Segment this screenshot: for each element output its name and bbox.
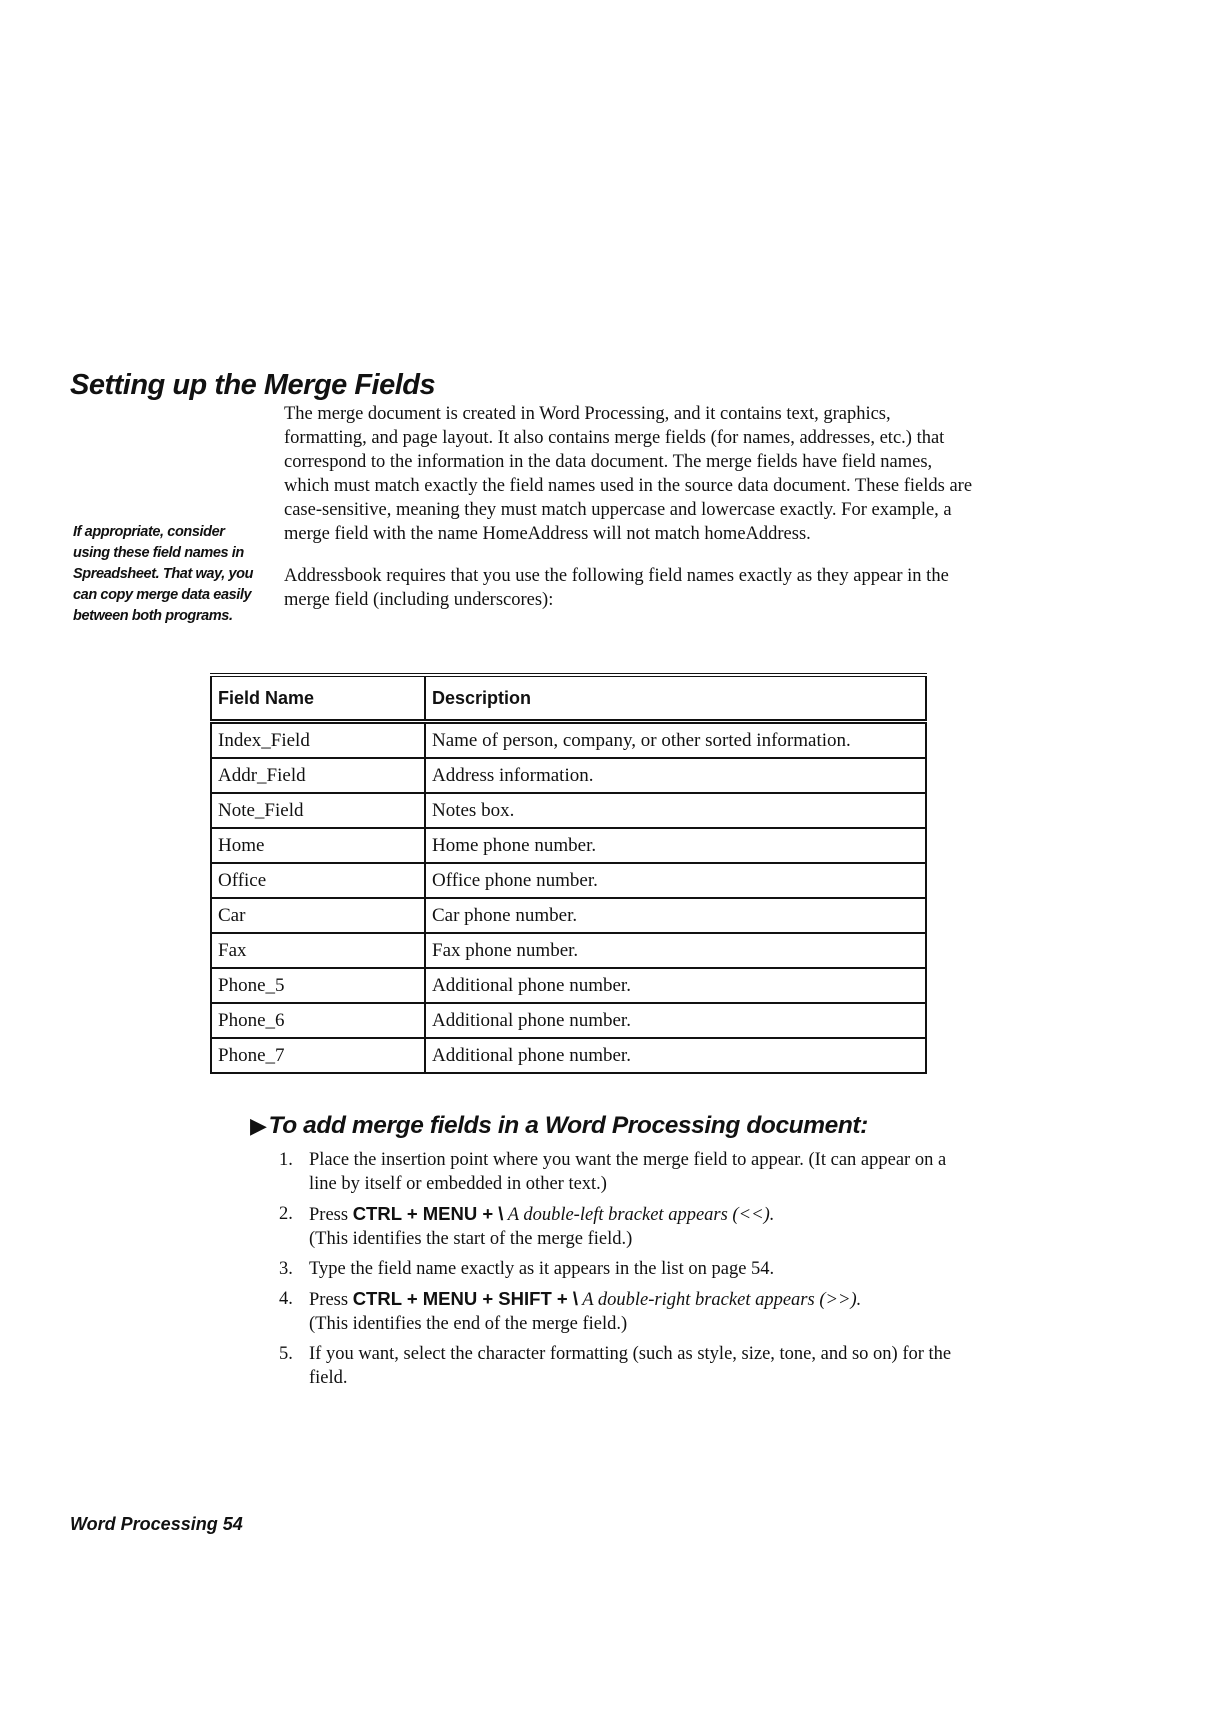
table-row xyxy=(211,828,926,863)
step-number: 2. xyxy=(279,1204,293,1224)
key-combination: CTRL + MENU + SHIFT + \ xyxy=(352,1288,578,1309)
description-cell: Additional phone number. xyxy=(425,1003,926,1038)
step-item xyxy=(279,1257,959,1281)
description-cell: Car phone number. xyxy=(425,898,926,933)
description-cell: Fax phone number. xyxy=(425,933,926,968)
field-name-cell: Fax xyxy=(211,933,425,968)
table-row xyxy=(211,863,926,898)
step-text: If you want, select the character formatting (such as style, size, tone, and so on) for the field. xyxy=(309,1344,952,1388)
field-name-cell: Phone_5 xyxy=(211,968,425,1003)
table-row xyxy=(211,793,926,828)
field-name-cell: Addr_Field xyxy=(211,758,425,793)
step-text: Type the field name exactly as it appears in the list on page 54. xyxy=(309,1259,775,1279)
step-item xyxy=(279,1148,959,1196)
step-number: 4. xyxy=(279,1289,293,1309)
intro-paragraph: The merge document is created in Word Processing, and it contains text, graphics, formatting, and page layout. It also contains merge fields (for names, addresses, etc.) that correspond to the information in the data document. The merge fields have field names, which must match exactly the field names used in the source data document. These fields are case-sensitive, meaning they must match uppercase and lowercase exactly. For example, a merge field with the name HomeAddress will not match homeAddress. xyxy=(284,404,973,544)
step-result-note: A double-left bracket appears (<<). xyxy=(503,1205,775,1225)
step-text: (This identifies the start of the merge field.) xyxy=(309,1229,633,1249)
step-item xyxy=(279,1342,959,1390)
procedure-steps xyxy=(279,1148,959,1396)
step-prefix: Press xyxy=(309,1205,353,1225)
step-number: 3. xyxy=(279,1259,293,1279)
table-row xyxy=(211,1038,926,1073)
step-text: (This identifies the end of the merge field.) xyxy=(309,1314,628,1334)
intro-text xyxy=(284,402,974,630)
field-name-cell: Index_Field xyxy=(211,722,425,759)
section-title: Setting up the Merge Fields xyxy=(70,369,436,402)
description-cell: Additional phone number. xyxy=(425,968,926,1003)
description-cell: Home phone number. xyxy=(425,828,926,863)
step-result-note: A double-right bracket appears (>>). xyxy=(577,1290,862,1310)
field-name-cell: Car xyxy=(211,898,425,933)
description-cell: Office phone number. xyxy=(425,863,926,898)
table-row xyxy=(211,722,926,759)
table-row xyxy=(211,1003,926,1038)
description-cell: Additional phone number. xyxy=(425,1038,926,1073)
step-prefix: Press xyxy=(309,1290,353,1310)
table-header-row xyxy=(211,675,926,722)
description-cell: Address information. xyxy=(425,758,926,793)
step-item xyxy=(279,1202,959,1251)
description-cell: Notes box. xyxy=(425,793,926,828)
step-number: 5. xyxy=(279,1344,293,1364)
field-name-cell: Note_Field xyxy=(211,793,425,828)
step-text: Place the insertion point where you want the merge field to appear. (It can appear on a line by itself or embedded in other text.) xyxy=(309,1150,947,1194)
field-name-cell: Phone_7 xyxy=(211,1038,425,1073)
field-name-cell: Office xyxy=(211,863,425,898)
procedure-heading-text: To add merge fields in a Word Processing document: xyxy=(268,1112,868,1139)
procedure-heading xyxy=(250,1112,868,1140)
column-header-field-name: Field Name xyxy=(211,675,425,722)
intro-paragraph: Addressbook requires that you use the following field names exactly as they appear in the merge field (including underscores): xyxy=(284,566,949,610)
table-row xyxy=(211,933,926,968)
field-name-cell: Phone_6 xyxy=(211,1003,425,1038)
margin-note: If appropriate, consider using these field names in Spreadsheet. That way, you can copy merge data easily between both programs. xyxy=(73,524,254,624)
step-number: 1. xyxy=(279,1150,293,1170)
table-row xyxy=(211,898,926,933)
page-footer: Word Processing 54 xyxy=(70,1514,243,1534)
step-item xyxy=(279,1287,959,1336)
table-row xyxy=(211,968,926,1003)
arrow-right-icon: ▶ xyxy=(250,1113,267,1138)
table-row xyxy=(211,758,926,793)
key-combination: CTRL + MENU + \ xyxy=(352,1203,504,1224)
field-names-table xyxy=(210,673,927,1074)
field-name-cell: Home xyxy=(211,828,425,863)
column-header-description: Description xyxy=(425,675,926,722)
description-cell: Name of person, company, or other sorted information. xyxy=(425,722,926,759)
